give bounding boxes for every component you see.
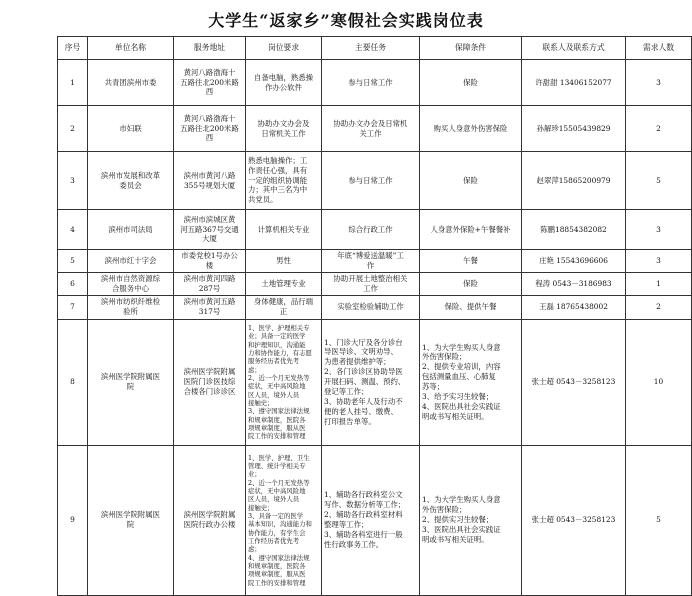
document-title: 大学生“返家乡”寒假社会实践岗位表 <box>208 11 484 30</box>
cell-requirement: 1、医学、护理相关专 业；具备一定的医学 和护理知识，沟通能 力和协作能力，有志愿 服务经历者优先考 虑； 2、近一个月无发热等 症状，无中高风险地 区人员，境外人员 接触史； 3、遵守国家法律法规 和规章制度，医院各 项规章制度，服从医 院工作的安排和管理 <box>246 319 322 445</box>
table-row <box>58 295 692 319</box>
cell-unit: 滨州市发展和改革 委员会 <box>88 152 174 210</box>
cell-unit: 滨州医学院附属医 院 <box>88 319 174 445</box>
cell-address: 黄河八路渤海十 五路往北200米路 西 <box>174 106 246 152</box>
cell-task: 参与日常工作 <box>322 60 420 106</box>
cell-guarantee: 保险 <box>420 152 522 210</box>
header-guarantee: 保障条件 <box>420 37 522 60</box>
cell-count: 5 <box>626 445 692 595</box>
cell-count: 3 <box>626 250 692 273</box>
cell-count: 1 <box>626 272 692 295</box>
cell-task: 协助办文办会及日常机 关工作 <box>322 106 420 152</box>
cell-guarantee: 保险 <box>420 60 522 106</box>
cell-contact: 许甜甜 13406152077 <box>522 60 626 106</box>
table-row <box>58 60 692 106</box>
cell-guarantee: 保险、提供午餐 <box>420 295 522 319</box>
cell-contact: 孙解珍15505439829 <box>522 106 626 152</box>
cell-unit: 滨州医学院附属医 院 <box>88 445 174 595</box>
cell-guarantee: 人身意外保险+午餐餐补 <box>420 210 522 250</box>
table-header-row <box>58 37 692 60</box>
header-no: 序号 <box>58 37 88 60</box>
cell-no: 7 <box>58 295 88 319</box>
cell-requirement: 身体健康，品行端 正 <box>246 295 322 319</box>
cell-requirement: 计算机相关专业 <box>246 210 322 250</box>
cell-requirement: 自备电脑，熟悉操 作办公软件 <box>246 60 322 106</box>
cell-unit: 共青团滨州市委 <box>88 60 174 106</box>
cell-guarantee: 购买人身意外伤害保险 <box>420 106 522 152</box>
cell-address: 滨州市黄河八路 355号规划大厦 <box>174 152 246 210</box>
cell-contact: 张士超 0543－3258123 <box>522 319 626 445</box>
table-row <box>58 106 692 152</box>
cell-count: 3 <box>626 210 692 250</box>
cell-unit: 市妇联 <box>88 106 174 152</box>
cell-contact: 庄艳 15543696606 <box>522 250 626 273</box>
cell-unit: 滨州市自然资源综 合服务中心 <box>88 272 174 295</box>
cell-no: 2 <box>58 106 88 152</box>
cell-address: 市委党校1号办公 楼 <box>174 250 246 273</box>
table-row <box>58 250 692 273</box>
cell-task: 参与日常工作 <box>322 152 420 210</box>
cell-requirement: 熟悉电脑操作；工 作责任心强，具有 一定的组织协调能 力；其中三名为中 共党员。 <box>246 152 322 210</box>
table-row <box>58 319 692 445</box>
cell-contact: 王磊 18765438002 <box>522 295 626 319</box>
cell-no: 5 <box>58 250 88 273</box>
cell-requirement: 男性 <box>246 250 322 273</box>
cell-unit: 滨州市纺织纤维检 验所 <box>88 295 174 319</box>
cell-no: 8 <box>58 319 88 445</box>
cell-task: 1、辅助各行政科室公文 写作、数据分析等工作； 2、辅助各行政科室材料 整理等工作； 3、辅助各科室进行一般 性行政事务工作。 <box>322 445 420 595</box>
table-row <box>58 445 692 595</box>
cell-no: 3 <box>58 152 88 210</box>
cell-address: 滨州医学院附属 医院门诊医技综 合楼各门诊诊区 <box>174 319 246 445</box>
cell-task: 协助开展土地整治相关 工作 <box>322 272 420 295</box>
header-requirement: 岗位要求 <box>246 37 322 60</box>
header-contact: 联系人及联系方式 <box>522 37 626 60</box>
cell-address: 滨州市黄河五路 317号 <box>174 295 246 319</box>
cell-task: 综合行政工作 <box>322 210 420 250</box>
cell-requirement: 土地管理专业 <box>246 272 322 295</box>
cell-no: 9 <box>58 445 88 595</box>
header-count: 需求人数 <box>626 37 692 60</box>
cell-unit: 滨州市红十字会 <box>88 250 174 273</box>
cell-no: 6 <box>58 272 88 295</box>
cell-task: 实验室检验辅助工作 <box>322 295 420 319</box>
table-row <box>58 272 692 295</box>
cell-address: 滨州医学院附属 医院行政办公楼 <box>174 445 246 595</box>
cell-task: 年底“博爱送温暖”工 作 <box>322 250 420 273</box>
cell-guarantee: 1、为大学生购买人身意 外伤害保险； 2、提供实习生较餐； 3、医院出具社会实践证 明或书写相关证明。 <box>420 445 522 595</box>
header-task: 主要任务 <box>322 37 420 60</box>
header-address: 服务地址 <box>174 37 246 60</box>
table-row <box>58 210 692 250</box>
cell-contact: 张士超 0543－3258123 <box>522 445 626 595</box>
cell-count: 5 <box>626 152 692 210</box>
cell-no: 1 <box>58 60 88 106</box>
cell-contact: 赵翠萍15865200979 <box>522 152 626 210</box>
cell-address: 黄河八路渤海十 五路往北200米路 西 <box>174 60 246 106</box>
cell-requirement: 协助办文办会及 日常机关工作 <box>246 106 322 152</box>
cell-count: 2 <box>626 295 692 319</box>
cell-task: 1、门诊大厅及各分诊台 导医导诊、文明劝导、 为患者提供维护等； 2、各门诊诊区协助导医 开展扫码、测温、预约、 登记等工作； 3、协助老年人及行动不 便的老人挂号、缴费、 打印报告单等。 <box>322 319 420 445</box>
cell-count: 10 <box>626 319 692 445</box>
position-table <box>57 36 692 596</box>
header-unit: 单位名称 <box>88 37 174 60</box>
table-row <box>58 152 692 210</box>
cell-guarantee: 午餐 <box>420 250 522 273</box>
cell-no: 4 <box>58 210 88 250</box>
cell-count: 3 <box>626 60 692 106</box>
cell-guarantee: 保险 <box>420 272 522 295</box>
cell-contact: 陈鹏18854382082 <box>522 210 626 250</box>
cell-count: 2 <box>626 106 692 152</box>
cell-contact: 程涛 0543－3186983 <box>522 272 626 295</box>
cell-unit: 滨州市司法局 <box>88 210 174 250</box>
cell-address: 滨州市黄河四路 287号 <box>174 272 246 295</box>
cell-address: 滨州市滨城区黄 河五路367号交通 大厦 <box>174 210 246 250</box>
cell-requirement: 1、医学、护理、卫生 管理、统计学相关专 业； 2、近一个月无发热等 症状，无中高风险地 区人员，境外人员 接触史； 3、具备一定的医学 基本知识，沟通能力和 协作能力，有学生会 工作经历者优先考 虑； 4、遵守国家法律法规 和规章制度，医院各 项规章制度，服从医 院工作的安排和管理 <box>246 445 322 595</box>
cell-guarantee: 1、为大学生购买人身意 外伤害保险； 2、提供专业培训，内容 包括测量血压、心肺复 苏等； 3、给予实习生较餐； 4、医院出具社会实践证 明或书写相关证明。 <box>420 319 522 445</box>
